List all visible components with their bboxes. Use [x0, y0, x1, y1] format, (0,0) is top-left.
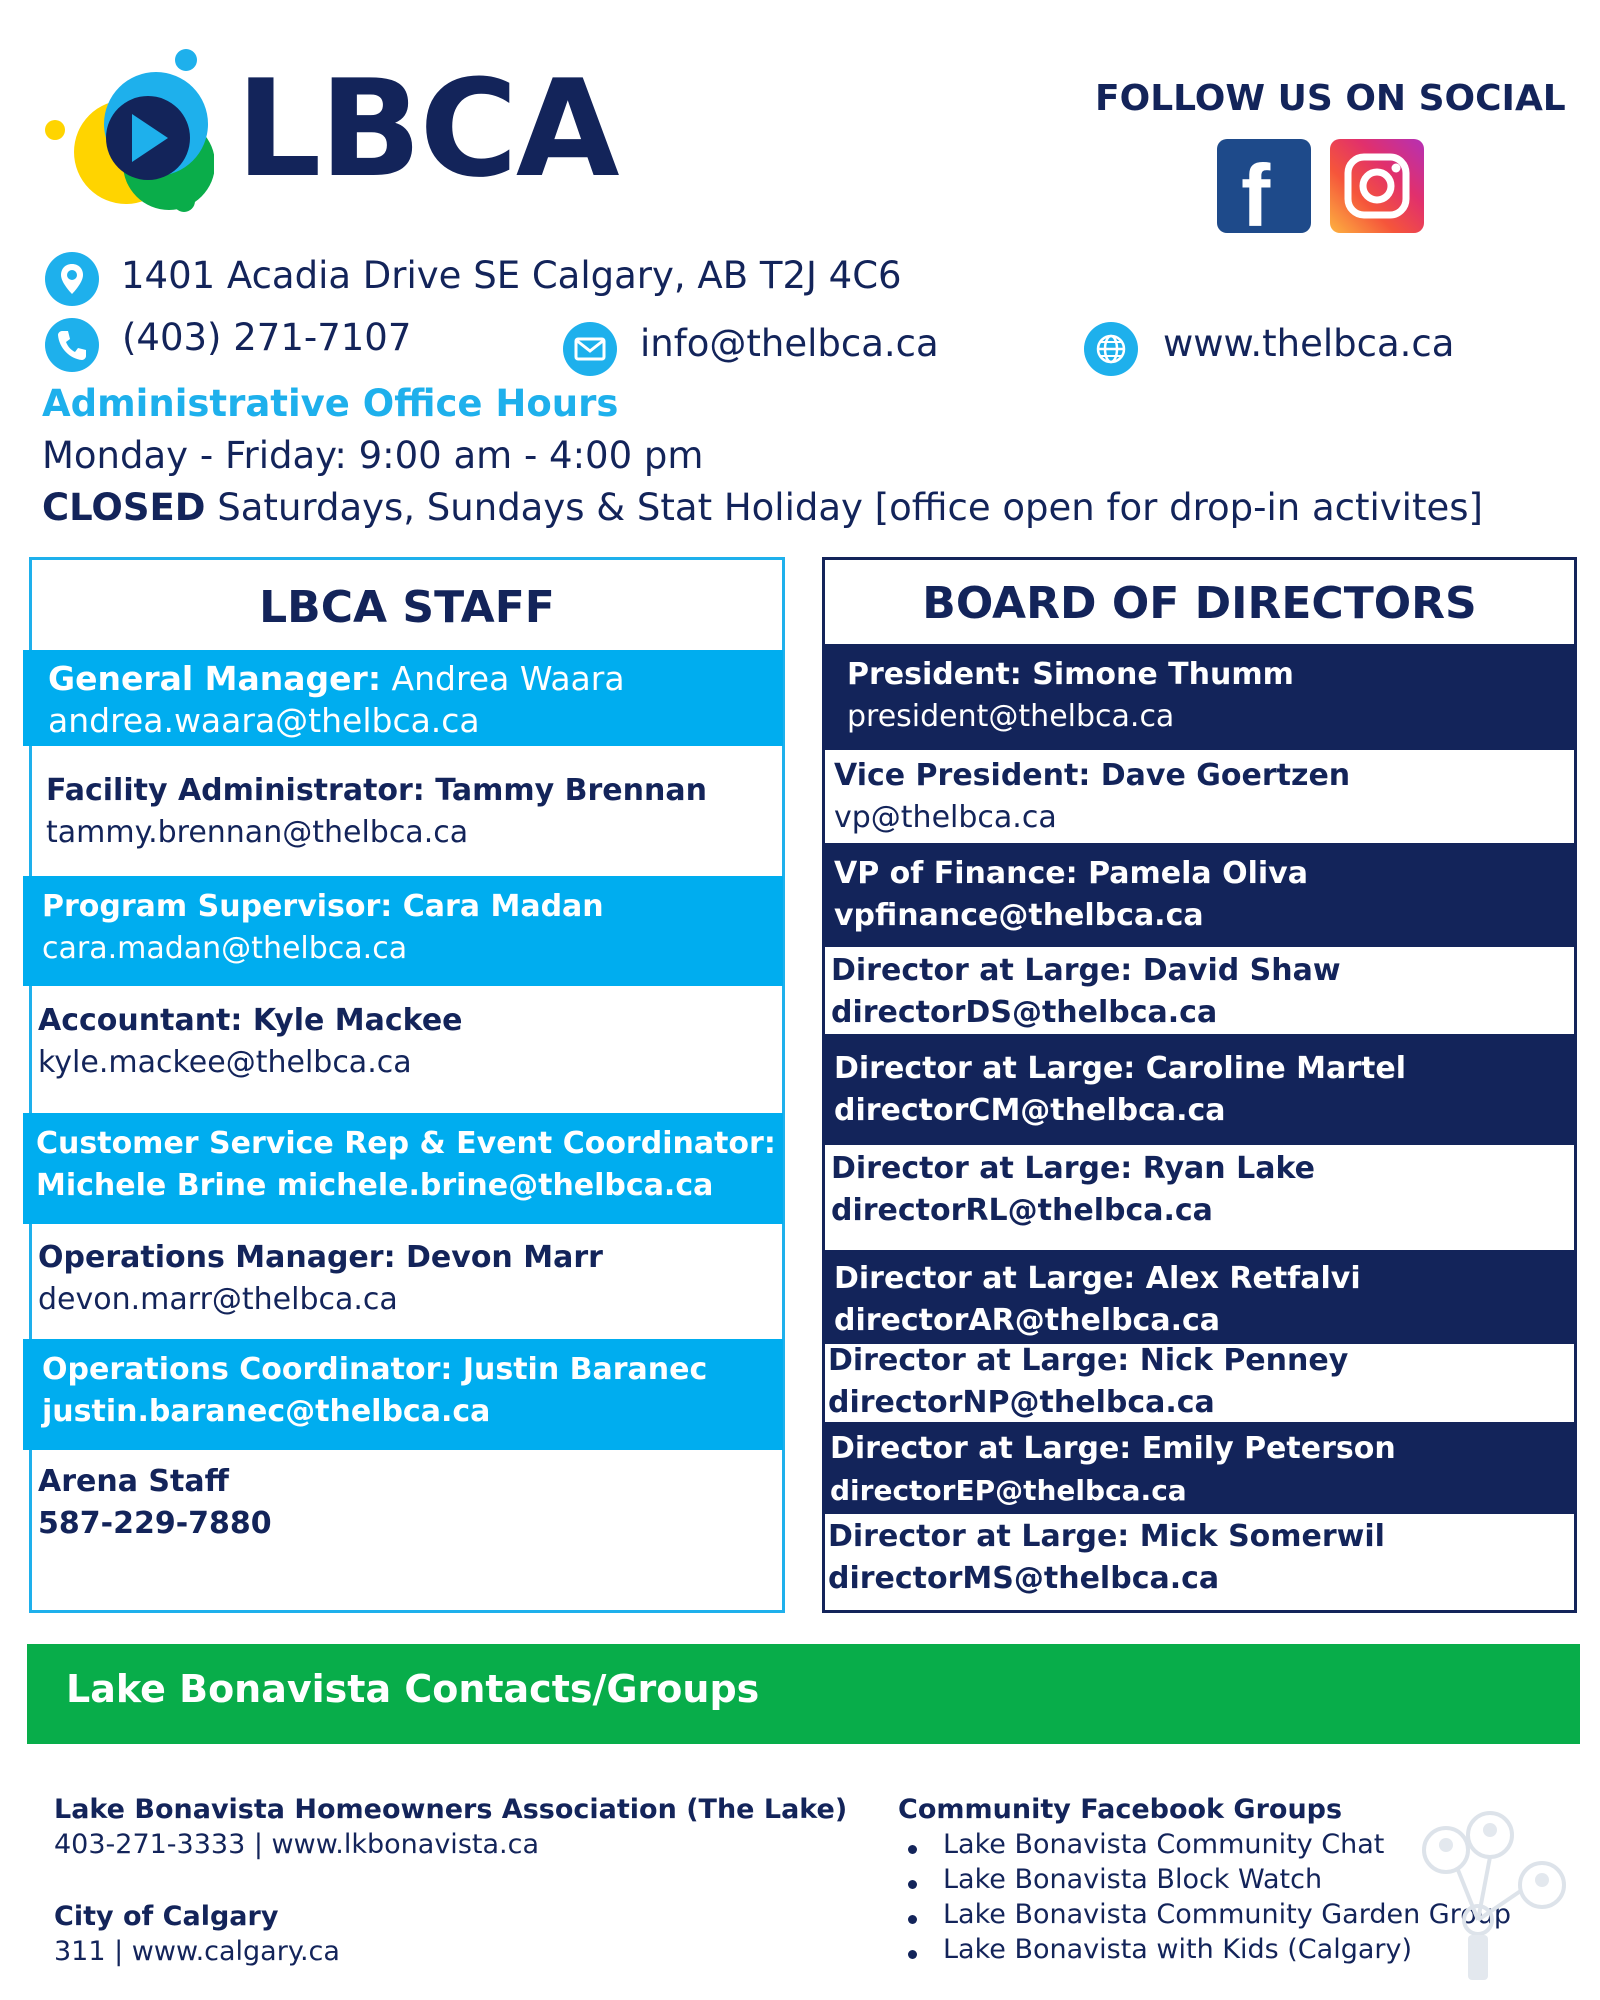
homeowners-title: Lake Bonavista Homeowners Association (The Lake)	[54, 1794, 848, 1825]
closed-detail: Saturdays, Sundays & Stat Holiday [office open for drop-in activites]	[205, 486, 1483, 529]
staff-row	[32, 1000, 782, 1090]
facebook-group-item[interactable]: Lake Bonavista Community Chat	[943, 1829, 1385, 1860]
board-title: BOARD OF DIRECTORS	[922, 578, 1477, 629]
board-row	[825, 1514, 1574, 1600]
phone-icon	[45, 318, 99, 372]
board-role: Director at Large: Alex Retfalvi	[834, 1261, 1361, 1296]
board-role: Director at Large: Emily Peterson	[830, 1431, 1396, 1466]
instagram-icon[interactable]	[1330, 139, 1424, 233]
facebook-group-item[interactable]: Lake Bonavista with Kids (Calgary)	[943, 1934, 1413, 1965]
staff-row	[23, 1339, 783, 1450]
facebook-group-item[interactable]: Lake Bonavista Community Garden Group	[943, 1899, 1512, 1930]
office-hours-closed	[42, 486, 1483, 529]
staff-email[interactable]: tammy.brennan@thelbca.ca	[46, 815, 469, 850]
staff-name: Andrea Waara	[381, 659, 625, 698]
staff-row	[23, 1113, 783, 1224]
staff-role: Operations Coordinator: Justin Baranec	[42, 1352, 708, 1387]
list-bullet	[908, 1880, 917, 1889]
board-row	[825, 1250, 1577, 1344]
board-row	[825, 843, 1577, 947]
staff-email[interactable]: andrea.waara@thelbca.ca	[48, 701, 480, 740]
address-text: 1401 Acadia Drive SE Calgary, AB T2J 4C6	[121, 254, 902, 297]
board-email[interactable]: president@thelbca.ca	[847, 699, 1175, 734]
city-contact[interactable]: 311 | www.calgary.ca	[54, 1936, 340, 1967]
staff-role: General Manager:	[48, 659, 382, 698]
staff-email[interactable]: devon.marr@thelbca.ca	[38, 1282, 398, 1317]
staff-role: Arena Staff	[38, 1464, 229, 1499]
board-row	[825, 1340, 1574, 1422]
website-text[interactable]: www.thelbca.ca	[1163, 322, 1455, 365]
board-role: Director at Large: Caroline Martel	[834, 1051, 1406, 1086]
board-email[interactable]: directorCM@thelbca.ca	[834, 1093, 1226, 1128]
staff-email[interactable]: justin.baranec@thelbca.ca	[42, 1394, 491, 1429]
board-role: Director at Large: Nick Penney	[828, 1343, 1349, 1378]
staff-phone[interactable]: 587-229-7880	[38, 1506, 272, 1541]
email-text[interactable]: info@thelbca.ca	[640, 322, 939, 365]
staff-row	[32, 1237, 782, 1327]
staff-row	[23, 876, 783, 986]
board-email[interactable]: vpfinance@thelbca.ca	[834, 898, 1204, 933]
groups-title: Lake Bonavista Contacts/Groups	[66, 1667, 760, 1711]
staff-row	[32, 1461, 782, 1551]
list-bullet	[908, 1950, 917, 1959]
staff-email[interactable]: cara.madan@thelbca.ca	[42, 931, 408, 966]
list-bullet	[908, 1915, 917, 1924]
board-email[interactable]: directorEP@thelbca.ca	[830, 1474, 1187, 1507]
staff-role: Program Supervisor: Cara Madan	[42, 889, 604, 924]
board-email[interactable]: directorRL@thelbca.ca	[831, 1193, 1213, 1228]
lbca-logo-mark	[44, 44, 214, 219]
board-row	[825, 1034, 1577, 1145]
board-row	[825, 644, 1577, 750]
board-role: Vice President: Dave Goertzen	[834, 758, 1351, 793]
staff-role: Operations Manager: Devon Marr	[38, 1240, 603, 1275]
board-email[interactable]: vp@thelbca.ca	[834, 800, 1057, 835]
location-pin-icon	[45, 252, 99, 306]
staff-role: Facility Administrator: Tammy Brennan	[46, 773, 707, 808]
board-row	[825, 755, 1574, 845]
board-role: President: Simone Thumm	[847, 657, 1294, 692]
board-row	[825, 950, 1574, 1036]
staff-role: Accountant: Kyle Mackee	[38, 1003, 463, 1038]
board-row	[825, 1148, 1574, 1248]
facebook-group-item[interactable]: Lake Bonavista Block Watch	[943, 1864, 1323, 1895]
office-hours-weekday: Monday - Friday: 9:00 am - 4:00 pm	[42, 434, 704, 477]
office-hours-title: Administrative Office Hours	[42, 382, 619, 425]
staff-row	[23, 650, 783, 746]
homeowners-contact[interactable]: 403-271-3333 | www.lkbonavista.ca	[54, 1829, 539, 1860]
board-email[interactable]: directorDS@thelbca.ca	[831, 995, 1218, 1030]
staff-email[interactable]: Michele Brine michele.brine@thelbca.ca	[36, 1168, 714, 1203]
phone-text[interactable]: (403) 271-7107	[122, 316, 412, 359]
staff-role: Customer Service Rep & Event Coordinator:	[36, 1126, 776, 1161]
city-title: City of Calgary	[54, 1901, 279, 1932]
board-role: VP of Finance: Pamela Oliva	[834, 856, 1308, 891]
community-network-icon	[1418, 1810, 1576, 1980]
board-role: Director at Large: David Shaw	[831, 953, 1341, 988]
staff-email[interactable]: kyle.mackee@thelbca.ca	[38, 1045, 412, 1080]
list-bullet	[908, 1845, 917, 1854]
board-role: Director at Large: Ryan Lake	[831, 1151, 1315, 1186]
mail-icon	[563, 322, 617, 376]
board-role: Director at Large: Mick Somerwil	[828, 1519, 1385, 1554]
follow-us-label: FOLLOW US ON SOCIAL	[1095, 78, 1566, 119]
closed-label: CLOSED	[42, 486, 206, 529]
board-email[interactable]: directorMS@thelbca.ca	[828, 1561, 1220, 1596]
staff-title: LBCA STAFF	[259, 582, 555, 633]
facebook-groups-title: Community Facebook Groups	[898, 1794, 1343, 1825]
logo-wordmark: LBCA	[236, 51, 618, 207]
staff-row	[32, 770, 782, 860]
board-row	[825, 1422, 1577, 1514]
board-email[interactable]: directorAR@thelbca.ca	[834, 1303, 1221, 1338]
board-email[interactable]: directorNP@thelbca.ca	[828, 1385, 1215, 1420]
facebook-icon[interactable]: f	[1217, 139, 1311, 233]
globe-icon	[1084, 322, 1138, 376]
